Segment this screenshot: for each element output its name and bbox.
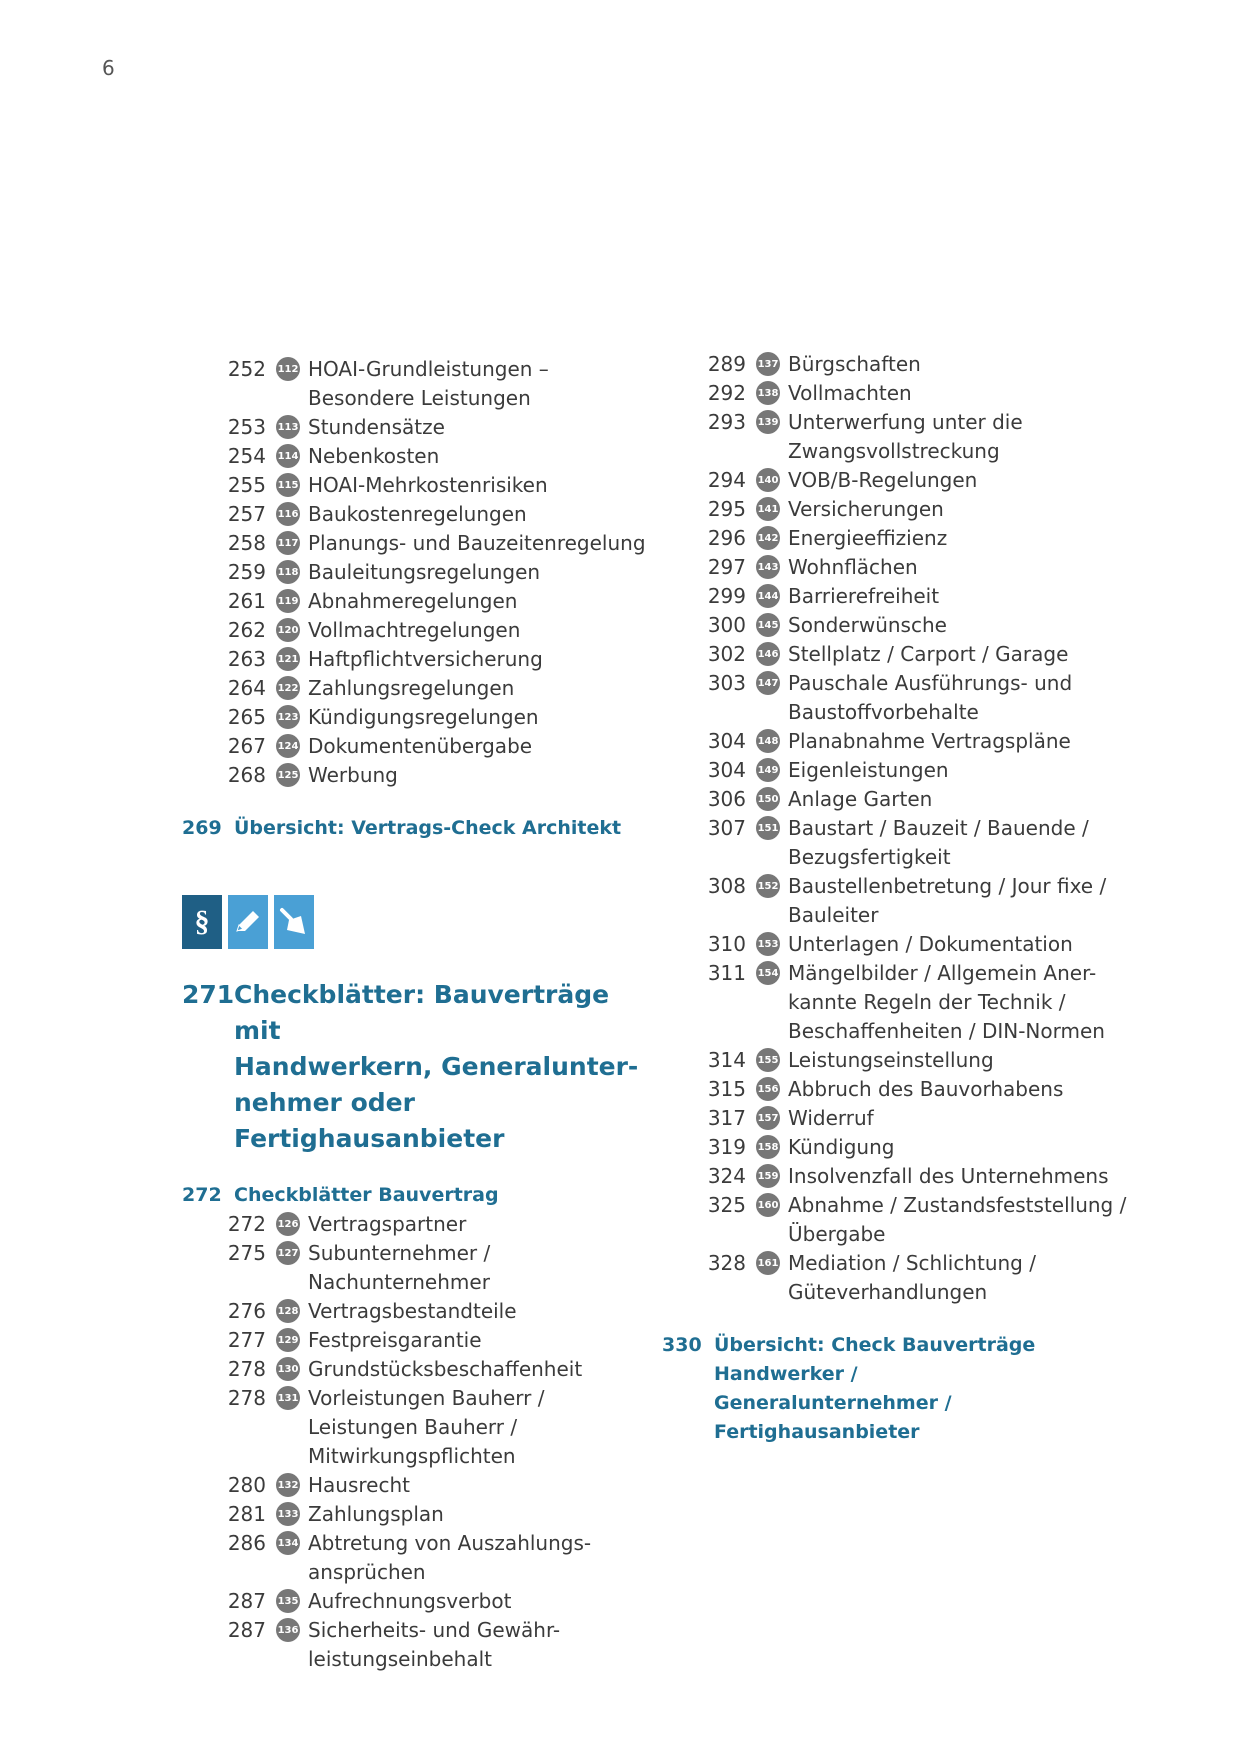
- section-title: Übersicht: Vertrags-Check Architekt: [234, 817, 622, 839]
- entry-page: 287: [227, 1618, 266, 1642]
- checklist-number-badge: 156: [756, 1077, 780, 1101]
- entry-page: 297: [707, 555, 746, 579]
- entry-title: Kündigung: [788, 1135, 895, 1159]
- entry-page: 303: [707, 671, 746, 695]
- checklist-number-badge: 127: [276, 1241, 300, 1265]
- entry-title: Insolvenzfall des Unternehmens: [788, 1164, 1109, 1188]
- toc-entry[interactable]: [182, 1326, 662, 1355]
- entry-title: Subunternehmer / Nachunternehmer: [308, 1241, 491, 1294]
- toc-entry[interactable]: [182, 500, 662, 529]
- entry-title: Widerruf: [788, 1106, 874, 1130]
- entry-page: 317: [707, 1106, 746, 1130]
- checklist-number-badge: 136: [276, 1618, 300, 1642]
- entry-page: 307: [707, 816, 746, 840]
- entry-page: 287: [227, 1589, 266, 1613]
- entry-title: Versicherungen: [788, 497, 944, 521]
- entry-title: Kündigungsregelungen: [308, 705, 539, 729]
- checklist-number-badge: 137: [756, 352, 780, 376]
- toc-entry[interactable]: [662, 1133, 1132, 1162]
- chapter-icons: [182, 895, 662, 949]
- entry-title: Leistungseinstellung: [788, 1048, 994, 1072]
- toc-entry[interactable]: [182, 1297, 662, 1326]
- entry-title: Pauschale Ausführungs- und Baustoffvorbehalte: [788, 671, 1073, 724]
- entry-title: Haftpflichtversicherung: [308, 647, 543, 671]
- entry-page: 265: [227, 705, 266, 729]
- entry-title: Sicherheits- und Gewähr- leistungseinbehalt: [308, 1618, 561, 1671]
- entry-title: Mediation / Schlichtung / Güteverhandlungen: [788, 1251, 1036, 1304]
- entry-title: Abbruch des Bauvorhabens: [788, 1077, 1064, 1101]
- entry-page: 311: [707, 961, 746, 985]
- entry-title: Barrierefreiheit: [788, 584, 940, 608]
- checklist-number-badge: 158: [756, 1135, 780, 1159]
- toc-list-bauvertrag-continued: [662, 350, 1132, 1307]
- pencil-icon: [228, 895, 268, 949]
- entry-page: 267: [227, 734, 266, 758]
- toc-entry[interactable]: [182, 616, 662, 645]
- checklist-number-badge: 139: [756, 410, 780, 434]
- entry-page: 258: [227, 531, 266, 555]
- toc-entry[interactable]: [182, 1587, 662, 1616]
- checklist-number-badge: 120: [276, 618, 300, 642]
- entry-title: Vertragsbestandteile: [308, 1299, 517, 1323]
- toc-entry[interactable]: [182, 1529, 662, 1587]
- toc-entry[interactable]: [662, 814, 1132, 872]
- checklist-number-badge: 112: [276, 357, 300, 381]
- section-page: 330: [662, 1334, 702, 1356]
- checklist-number-badge: 115: [276, 473, 300, 497]
- toc-entry[interactable]: [182, 674, 662, 703]
- entry-title: Vollmachten: [788, 381, 912, 405]
- checklist-number-badge: 141: [756, 497, 780, 521]
- toc-entry[interactable]: [662, 379, 1132, 408]
- entry-title: Stellplatz / Carport / Garage: [788, 642, 1069, 666]
- entry-title: Energieeffizienz: [788, 526, 948, 550]
- entry-title: Bürgschaften: [788, 352, 921, 376]
- toc-entry[interactable]: [662, 872, 1132, 930]
- checklist-number-badge: 147: [756, 671, 780, 695]
- checklist-number-badge: 149: [756, 758, 780, 782]
- toc-entry[interactable]: [662, 408, 1132, 466]
- toc-entry[interactable]: [182, 1500, 662, 1529]
- toc-entry[interactable]: [182, 1616, 662, 1674]
- entry-page: 300: [707, 613, 746, 637]
- entry-title: Aufrechnungsverbot: [308, 1589, 512, 1613]
- toc-entry[interactable]: [662, 930, 1132, 959]
- checklist-number-badge: 152: [756, 874, 780, 898]
- toc-entry[interactable]: [662, 1104, 1132, 1133]
- entry-page: 263: [227, 647, 266, 671]
- toc-entry[interactable]: [662, 524, 1132, 553]
- checklist-number-badge: 140: [756, 468, 780, 492]
- checklist-number-badge: 113: [276, 415, 300, 439]
- toc-entry[interactable]: [182, 732, 662, 761]
- toc-entry[interactable]: [182, 587, 662, 616]
- toc-section-overview-architect[interactable]: [182, 814, 662, 843]
- toc-entry[interactable]: [662, 640, 1132, 669]
- entry-page: 294: [707, 468, 746, 492]
- toc-entry[interactable]: [662, 350, 1132, 379]
- entry-page: 262: [227, 618, 266, 642]
- entry-title: Vorleistungen Bauherr / Leistungen Bauherr / Mitwirkungspflichten: [308, 1386, 545, 1468]
- checklist-number-badge: 116: [276, 502, 300, 526]
- entry-title: Mängelbilder / Allgemein Aner- kannte Regeln der Technik / Beschaffenheiten / DIN-Normen: [788, 961, 1105, 1043]
- toc-entry[interactable]: [182, 1384, 662, 1471]
- checklist-number-badge: 145: [756, 613, 780, 637]
- entry-title: VOB/B-Regelungen: [788, 468, 978, 492]
- entry-page: 295: [707, 497, 746, 521]
- section-page: 269: [182, 817, 222, 839]
- entry-title: Unterlagen / Dokumentation: [788, 932, 1073, 956]
- toc-entry[interactable]: [182, 1471, 662, 1500]
- entry-title: Abnahme / Zustandsfeststellung / Übergabe: [788, 1193, 1127, 1246]
- toc-entry[interactable]: [662, 1162, 1132, 1191]
- checklist-number-badge: 131: [276, 1386, 300, 1410]
- entry-page: 304: [707, 758, 746, 782]
- subsection-title: Checkblätter Bauvertrag: [234, 1184, 499, 1206]
- entry-page: 252: [227, 357, 266, 381]
- toc-entry[interactable]: [182, 529, 662, 558]
- entry-title: Baustellenbetretung / Jour fixe / Bauleiter: [788, 874, 1107, 927]
- entry-page: 296: [707, 526, 746, 550]
- page-number: 6: [102, 56, 115, 80]
- entry-title: Grundstücksbeschaffenheit: [308, 1357, 583, 1381]
- entry-title: Abtretung von Auszahlungs- ansprüchen: [308, 1531, 592, 1584]
- entry-title: Abnahmeregelungen: [308, 589, 518, 613]
- entry-page: 286: [227, 1531, 266, 1555]
- toc-entry[interactable]: [182, 558, 662, 587]
- section-title: Übersicht: Check Bauverträge Handwerker / Generalunternehmer / Fertighausanbieter: [714, 1334, 1036, 1443]
- entry-title: Festpreisgarantie: [308, 1328, 482, 1352]
- checklist-number-badge: 118: [276, 560, 300, 584]
- entry-page: 315: [707, 1077, 746, 1101]
- checklist-number-badge: 121: [276, 647, 300, 671]
- toc-entry[interactable]: [182, 645, 662, 674]
- checklist-number-badge: 119: [276, 589, 300, 613]
- toc-entry[interactable]: [662, 495, 1132, 524]
- entry-page: 255: [227, 473, 266, 497]
- paragraph-icon: §: [182, 895, 222, 949]
- checklist-number-badge: 146: [756, 642, 780, 666]
- checklist-number-badge: 132: [276, 1473, 300, 1497]
- checklist-number-badge: 128: [276, 1299, 300, 1323]
- toc-entry[interactable]: [662, 582, 1132, 611]
- entry-page: 264: [227, 676, 266, 700]
- checklist-number-badge: 133: [276, 1502, 300, 1526]
- entry-title: Baustart / Bauzeit / Bauende / Bezugsfertigkeit: [788, 816, 1089, 869]
- checklist-number-badge: 148: [756, 729, 780, 753]
- entry-page: 259: [227, 560, 266, 584]
- toc-entry[interactable]: [182, 1355, 662, 1384]
- entry-page: 314: [707, 1048, 746, 1072]
- toc-entry[interactable]: [662, 1046, 1132, 1075]
- entry-title: Zahlungsregelungen: [308, 676, 515, 700]
- entry-page: 278: [227, 1386, 266, 1410]
- toc-section-overview-contracts[interactable]: [662, 1331, 1132, 1447]
- toc-entry[interactable]: [662, 1075, 1132, 1104]
- checklist-number-badge: 144: [756, 584, 780, 608]
- toc-entry[interactable]: [182, 355, 662, 413]
- toc-left-column: [182, 355, 662, 1674]
- checklist-number-badge: 160: [756, 1193, 780, 1217]
- trowel-icon: [274, 895, 314, 949]
- entry-title: Hausrecht: [308, 1473, 410, 1497]
- checklist-number-badge: 159: [756, 1164, 780, 1188]
- checklist-number-badge: 142: [756, 526, 780, 550]
- entry-title: Werbung: [308, 763, 398, 787]
- entry-page: 308: [707, 874, 746, 898]
- entry-page: 272: [227, 1212, 266, 1236]
- entry-title: Unterwerfung unter die Zwangsvollstreckung: [788, 410, 1023, 463]
- checklist-number-badge: 122: [276, 676, 300, 700]
- checklist-number-badge: 117: [276, 531, 300, 555]
- chapter-page: 271: [182, 980, 235, 1009]
- toc-entry[interactable]: [662, 1249, 1132, 1307]
- entry-page: 325: [707, 1193, 746, 1217]
- entry-page: 257: [227, 502, 266, 526]
- toc-entry[interactable]: [662, 959, 1132, 1046]
- entry-page: 280: [227, 1473, 266, 1497]
- toc-entry[interactable]: [662, 756, 1132, 785]
- entry-page: 319: [707, 1135, 746, 1159]
- toc-subsection[interactable]: [182, 1181, 662, 1210]
- toc-entry[interactable]: [182, 471, 662, 500]
- checklist-number-badge: 155: [756, 1048, 780, 1072]
- toc-entry[interactable]: [182, 761, 662, 790]
- entry-title: Vertragspartner: [308, 1212, 467, 1236]
- checklist-number-badge: 151: [756, 816, 780, 840]
- checklist-number-badge: 161: [756, 1251, 780, 1275]
- entry-page: 328: [707, 1251, 746, 1275]
- chapter-heading[interactable]: [182, 977, 662, 1157]
- entry-title: Baukostenregelungen: [308, 502, 527, 526]
- entry-title: Nebenkosten: [308, 444, 440, 468]
- checklist-number-badge: 135: [276, 1589, 300, 1613]
- toc-entry[interactable]: [182, 703, 662, 732]
- entry-page: 310: [707, 932, 746, 956]
- toc-entry[interactable]: [182, 413, 662, 442]
- toc-entry[interactable]: [662, 466, 1132, 495]
- checklist-number-badge: 138: [756, 381, 780, 405]
- entry-title: Planungs- und Bauzeitenregelung: [308, 531, 646, 555]
- entry-title: Vollmachtregelungen: [308, 618, 521, 642]
- entry-title: Anlage Garten: [788, 787, 933, 811]
- checklist-number-badge: 129: [276, 1328, 300, 1352]
- toc-right-column: [662, 350, 1132, 1447]
- entry-page: 302: [707, 642, 746, 666]
- toc-entry[interactable]: [182, 1239, 662, 1297]
- toc-entry[interactable]: [662, 727, 1132, 756]
- entry-title: Bauleitungsregelungen: [308, 560, 541, 584]
- toc-entry[interactable]: [182, 442, 662, 471]
- checklist-number-badge: 153: [756, 932, 780, 956]
- checklist-number-badge: 126: [276, 1212, 300, 1236]
- checklist-number-badge: 124: [276, 734, 300, 758]
- entry-title: Eigenleistungen: [788, 758, 949, 782]
- entry-page: 292: [707, 381, 746, 405]
- chapter-title: Checkblätter: Bauverträge mit Handwerkern, Generalunter- nehmer oder Fertighausanbieter: [234, 980, 639, 1153]
- entry-page: 268: [227, 763, 266, 787]
- checklist-number-badge: 154: [756, 961, 780, 985]
- entry-title: Sonderwünsche: [788, 613, 947, 637]
- entry-title: Dokumentenübergabe: [308, 734, 533, 758]
- toc-entry[interactable]: [662, 553, 1132, 582]
- entry-page: 276: [227, 1299, 266, 1323]
- entry-title: HOAI-Mehrkostenrisiken: [308, 473, 548, 497]
- entry-page: 277: [227, 1328, 266, 1352]
- entry-page: 306: [707, 787, 746, 811]
- toc-entry[interactable]: [662, 611, 1132, 640]
- checklist-number-badge: 123: [276, 705, 300, 729]
- entry-page: 275: [227, 1241, 266, 1265]
- toc-entry[interactable]: [182, 1210, 662, 1239]
- subsection-page: 272: [182, 1184, 222, 1206]
- entry-title: Wohnflächen: [788, 555, 918, 579]
- entry-page: 261: [227, 589, 266, 613]
- checklist-number-badge: 150: [756, 787, 780, 811]
- toc-entry[interactable]: [662, 1191, 1132, 1249]
- entry-page: 253: [227, 415, 266, 439]
- toc-entry[interactable]: [662, 669, 1132, 727]
- checklist-number-badge: 134: [276, 1531, 300, 1555]
- entry-title: Planabnahme Vertragspläne: [788, 729, 1071, 753]
- entry-page: 281: [227, 1502, 266, 1526]
- entry-page: 304: [707, 729, 746, 753]
- entry-title: Stundensätze: [308, 415, 445, 439]
- checklist-number-badge: 114: [276, 444, 300, 468]
- entry-title: Zahlungsplan: [308, 1502, 444, 1526]
- entry-page: 299: [707, 584, 746, 608]
- checklist-number-badge: 125: [276, 763, 300, 787]
- entry-page: 278: [227, 1357, 266, 1381]
- entry-page: 293: [707, 410, 746, 434]
- entry-page: 324: [707, 1164, 746, 1188]
- toc-list-architect: [182, 355, 662, 790]
- checklist-number-badge: 157: [756, 1106, 780, 1130]
- toc-entry[interactable]: [662, 785, 1132, 814]
- checklist-number-badge: 143: [756, 555, 780, 579]
- entry-page: 254: [227, 444, 266, 468]
- checklist-number-badge: 130: [276, 1357, 300, 1381]
- toc-list-bauvertrag: [182, 1210, 662, 1674]
- entry-title: HOAI-Grundleistungen – Besondere Leistungen: [308, 357, 549, 410]
- entry-page: 289: [707, 352, 746, 376]
